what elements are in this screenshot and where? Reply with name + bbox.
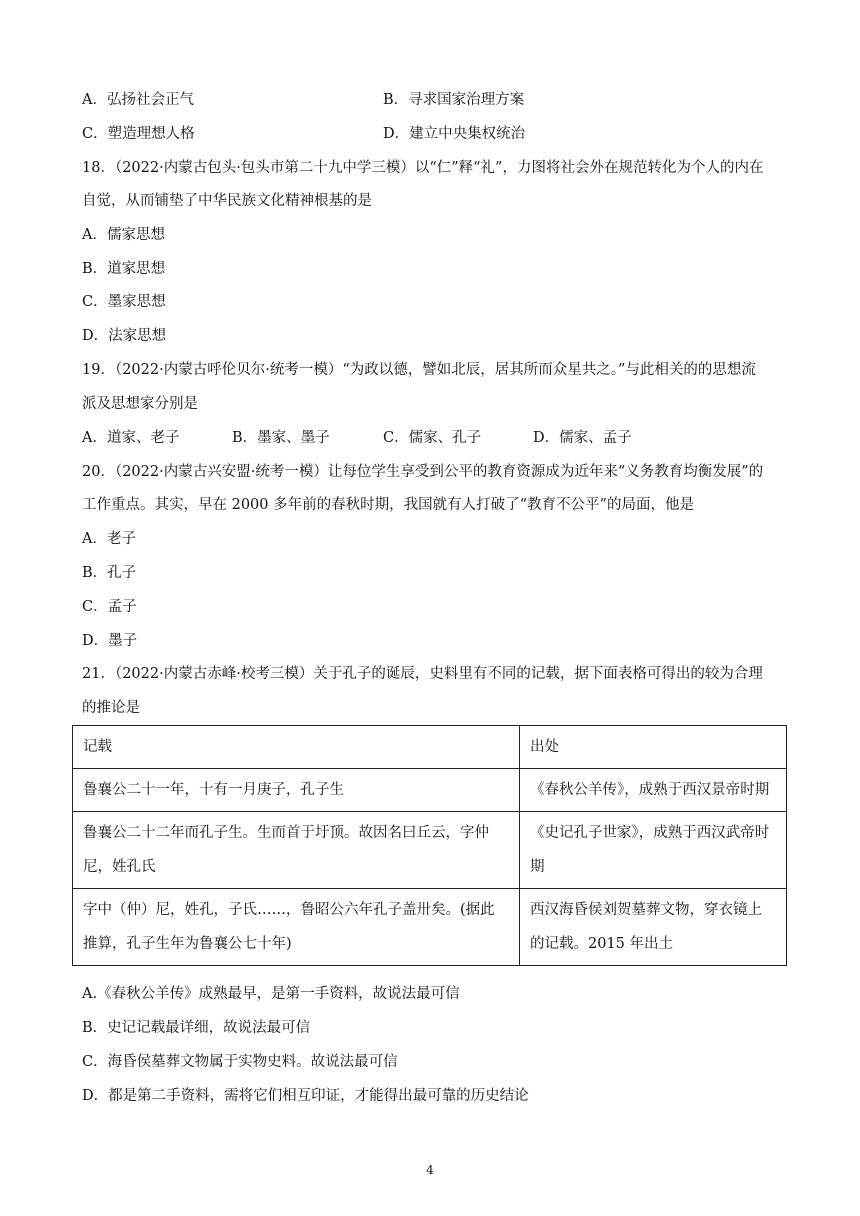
- q18-option-a: A．儒家思想: [82, 227, 165, 243]
- q20-option-a: A．老子: [82, 531, 136, 547]
- q19-option-c: C．儒家、孔子: [383, 430, 482, 446]
- table-cell-source: 《春秋公羊传》，成熟于西汉景帝时期: [520, 769, 787, 812]
- table-cell-source-line-1: 西汉海昏侯刘贺墓葬文物，穿衣镜上: [530, 902, 762, 918]
- q18-stem-line-2: 自觉，从而铺垫了中华民族文化精神根基的是: [82, 193, 372, 209]
- q20-option-d: D．墨子: [82, 633, 138, 649]
- table-cell-record: [73, 889, 520, 966]
- q20-option-c: C．孟子: [82, 599, 137, 615]
- table-cell-source-line-1: 《史记孔子世家》，成熟于西汉武帝时: [530, 825, 770, 841]
- table-cell-source: [520, 889, 787, 966]
- q17-option-a: A．弘扬社会正气: [82, 92, 194, 108]
- table-cell-record-line-1: 字中（仲）尼，姓孔，子氏……，鲁昭公六年孔子盖卅矣。(据此: [83, 902, 495, 918]
- q19-option-d: D．儒家、孟子: [533, 430, 632, 446]
- q21-option-d: D．都是第二手资料，需将它们相互印证，才能得出最可靠的历史结论: [82, 1088, 529, 1104]
- table-cell-record: [73, 812, 520, 889]
- table-cell-record-line-2: 推算，孔子生年为鲁襄公七十年): [83, 936, 292, 952]
- table-cell-record-line-1: 鲁襄公二十二年而孔子生。生而首于圩顶。故因名曰丘云，字仲: [83, 825, 489, 841]
- table-row: [73, 769, 787, 812]
- q21-option-c: C．海昏侯墓葬文物属于实物史料。故说法最可信: [82, 1054, 398, 1070]
- table-cell-source-line-2: 的记载。2015 年出土: [530, 936, 674, 952]
- q21-stem-line-2: 的推论是: [82, 700, 140, 716]
- table-row: [73, 889, 787, 966]
- q20-option-b: B．孔子: [82, 565, 137, 581]
- table-header-row: [73, 726, 787, 769]
- q19-option-b: B．墨家、墨子: [232, 430, 330, 446]
- q18-option-b: B．道家思想: [82, 261, 166, 277]
- q21-stem-line-1: 21．（2022·内蒙古赤峰·校考三模）关于孔子的诞辰，史料里有不同的记载，据下面表格可得出的较为合理: [82, 666, 763, 682]
- table-cell-record: 鲁襄公二十一年，十有一月庚子，孔子生: [73, 769, 520, 812]
- q19-stem-line-2: 派及思想家分别是: [82, 396, 198, 412]
- q21-option-a: A.《春秋公羊传》成熟最早，是第一手资料，故说法最可信: [82, 986, 460, 1002]
- q17-option-d: D．建立中央集权统治: [383, 126, 526, 142]
- q17-option-b: B．寻求国家治理方案: [383, 92, 525, 108]
- q18-option-c: C．墨家思想: [82, 294, 166, 310]
- table-cell-record-line-2: 尼，姓孔氏: [83, 859, 156, 875]
- table-header-record: 记载: [73, 726, 520, 769]
- q17-option-c: C．塑造理想人格: [82, 126, 195, 142]
- q21-option-b: B．史记记载最详细，故说法最可信: [82, 1020, 311, 1036]
- source-table: [72, 725, 787, 966]
- q20-stem-line-2: 工作重点。其实，早在 2000 多年前的春秋时期，我国就有人打破了“教育不公平”的局面，他是: [82, 497, 694, 513]
- q20-stem-line-1: 20．（2022·内蒙古兴安盟·统考一模）让每位学生享受到公平的教育资源成为近年来“义务教育均衡发展”的: [82, 464, 764, 480]
- q18-option-d: D．法家思想: [82, 328, 167, 344]
- q18-stem-line-1: 18．（2022·内蒙古包头·包头市第二十九中学三模）以“仁”释“礼”，力图将社会外在规范转化为个人的内在: [82, 160, 764, 176]
- page-number: 4: [426, 1163, 434, 1177]
- q19-stem-line-1: 19．（2022·内蒙古呼伦贝尔·统考一模）“为政以德，譬如北辰，居其所而众星共之。”与此相关的的思想流: [82, 362, 756, 378]
- table-header-source: 出处: [520, 726, 787, 769]
- table-cell-source-line-2: 期: [530, 859, 545, 875]
- table-row: [73, 812, 787, 889]
- q19-option-a: A．道家、老子: [82, 430, 180, 446]
- table-cell-source: [520, 812, 787, 889]
